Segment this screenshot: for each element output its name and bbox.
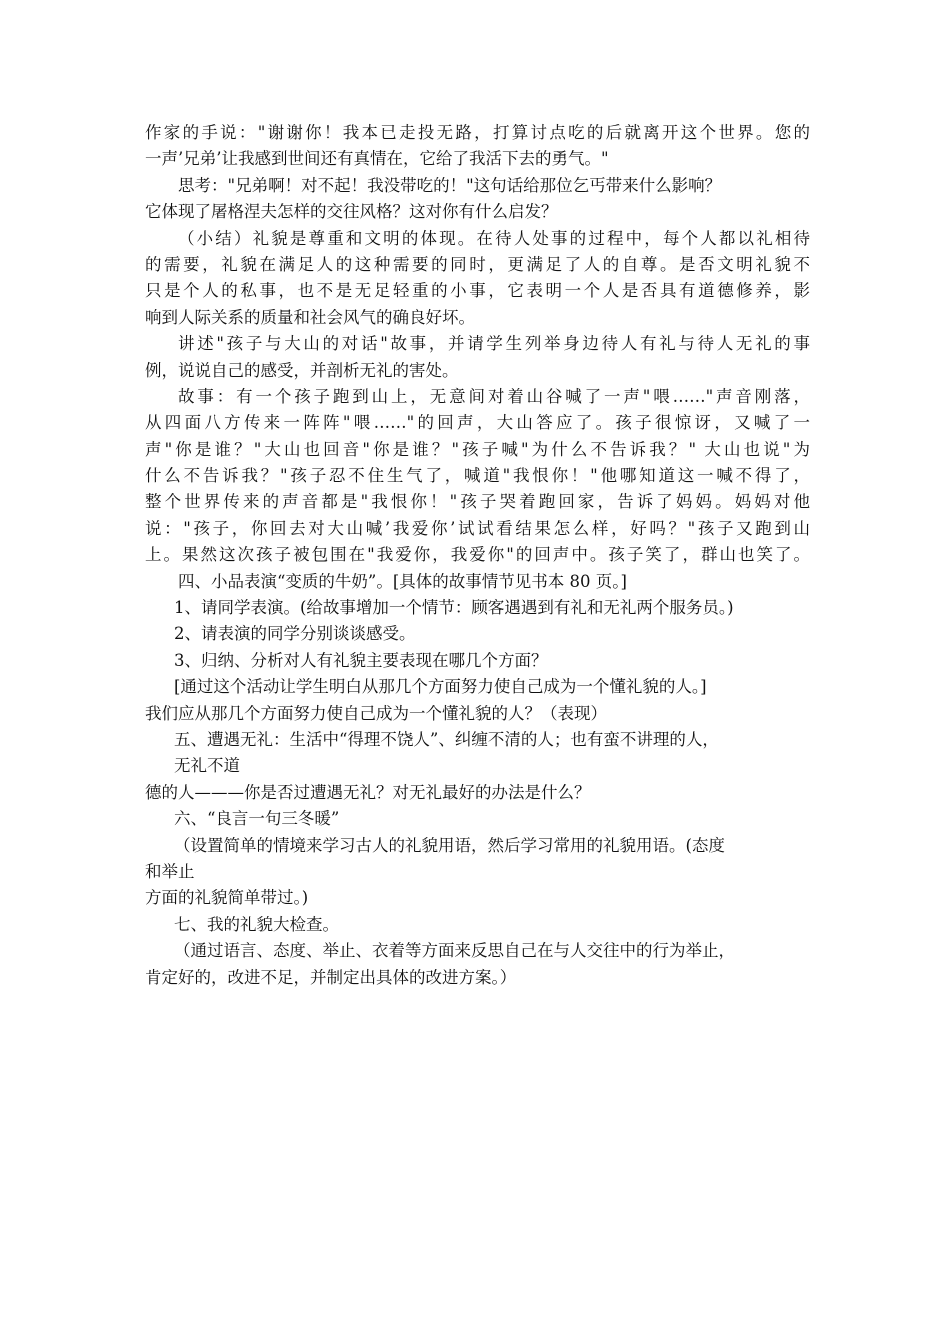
text-line: 六、“良言一句三冬暖” (174, 809, 340, 829)
text-line: 方面的礼貌简单带过。) (145, 888, 309, 908)
text-line: （小结）礼貌是尊重和文明的体现。在待人处事的过程中，每个人都以礼相待 (178, 228, 810, 248)
text-line: 1、请同学表演。(给故事增加一个情节：顾客遇遇到有礼和无礼两个服务员。) (174, 598, 734, 618)
document-body (145, 120, 810, 991)
text-line: 我们应从那几个方面努力使自己成为一个懂礼貌的人？（表现） (145, 703, 607, 723)
text-line: [通过这个活动让学生明白从那几个方面努力使自己成为一个懂礼貌的人。] (174, 677, 707, 697)
text-line: 四、小品表演“变质的牛奶”。[具体的故事情节见书本 80 页。] (178, 571, 627, 591)
text-line: 上。果然这次孩子被包围在"我爱你，我爱你"的回声中。孩子笑了，群山也笑了。 (145, 545, 810, 565)
text-line: 2、请表演的同学分别谈谈感受。 (174, 624, 416, 644)
text-line: 作家的手说："谢谢你！我本已走投无路，打算讨点吃的后就离开这个世界。您的 (145, 123, 810, 142)
text-line: 一声’兄弟’让我感到世间还有真情在，它给了我活下去的勇气。" (145, 149, 609, 169)
text-line: 和举止 (145, 861, 195, 881)
text-line: 声"你是谁？"大山也回音"你是谁？"孩子喊"为什么不告诉我？" 大山也说"为 (145, 439, 810, 459)
text-line: 德的人———你是否过遭遇无礼？对无礼最好的办法是什么？ (145, 782, 591, 802)
text-line: 3、归纳、分析对人有礼貌主要表现在哪几个方面？ (174, 650, 548, 670)
text-line: 的需要，礼貌在满足人的这种需要的同时，更满足了人的自尊。是否文明礼貌不 (145, 254, 810, 274)
text-line: （设置简单的情境来学习古人的礼貌用语，然后学习常用的礼貌用语。(态度 (174, 835, 725, 855)
text-line: 思考："兄弟啊！对不起！我没带吃的！"这句话给那位乞丐带来什么影响？ (178, 175, 722, 195)
text-line: 只是个人的私事，也不是无足轻重的小事，它表明一个人是否具有道德修养，影 (145, 281, 810, 301)
text-line: 说："孩子，你回去对大山喊’我爱你’试试看结果怎么样，好吗？"孩子又跑到山 (145, 518, 810, 538)
text-line: 无礼不道 (174, 756, 240, 776)
text-line: （通过语言、态度、举止、衣着等方面来反思自己在与人交往中的行为举止， (174, 941, 735, 961)
text-line: 什么不告诉我？"孩子忍不住生气了，喊道"我恨你！"他哪知道这一喊不得了， (145, 466, 810, 486)
text-line: 肯定好的，改进不足，并制定出具体的改进方案。） (145, 967, 517, 987)
text-line: 七、我的礼貌大检查。 (174, 914, 339, 934)
text-line: 响到人际关系的质量和社会风气的确良好坏。 (145, 307, 475, 327)
text-line: 它体现了屠格涅夫怎样的交往风格？这对你有什么启发？ (145, 202, 558, 222)
text-line: 从四面八方传来一阵阵"喂……"的回声，大山答应了。孩子很惊讶，又喊了一 (145, 413, 810, 433)
text-line: 讲述"孩子与大山的对话"故事，并请学生列举身边待人有礼与待人无礼的事 (178, 334, 810, 354)
text-line: 故事：有一个孩子跑到山上，无意间对着山谷喊了一声"喂……"声音刚落， (178, 386, 810, 406)
text-line: 五、遭遇无礼：生活中“得理不饶人”、纠缠不清的人；也有蛮不讲理的人， (174, 729, 719, 749)
text-line: 例，说说自己的感受，并剖析无礼的害处。 (145, 360, 459, 380)
text-line: 整个世界传来的声音都是"我恨你！"孩子哭着跑回家，告诉了妈妈。妈妈对他 (145, 492, 810, 512)
